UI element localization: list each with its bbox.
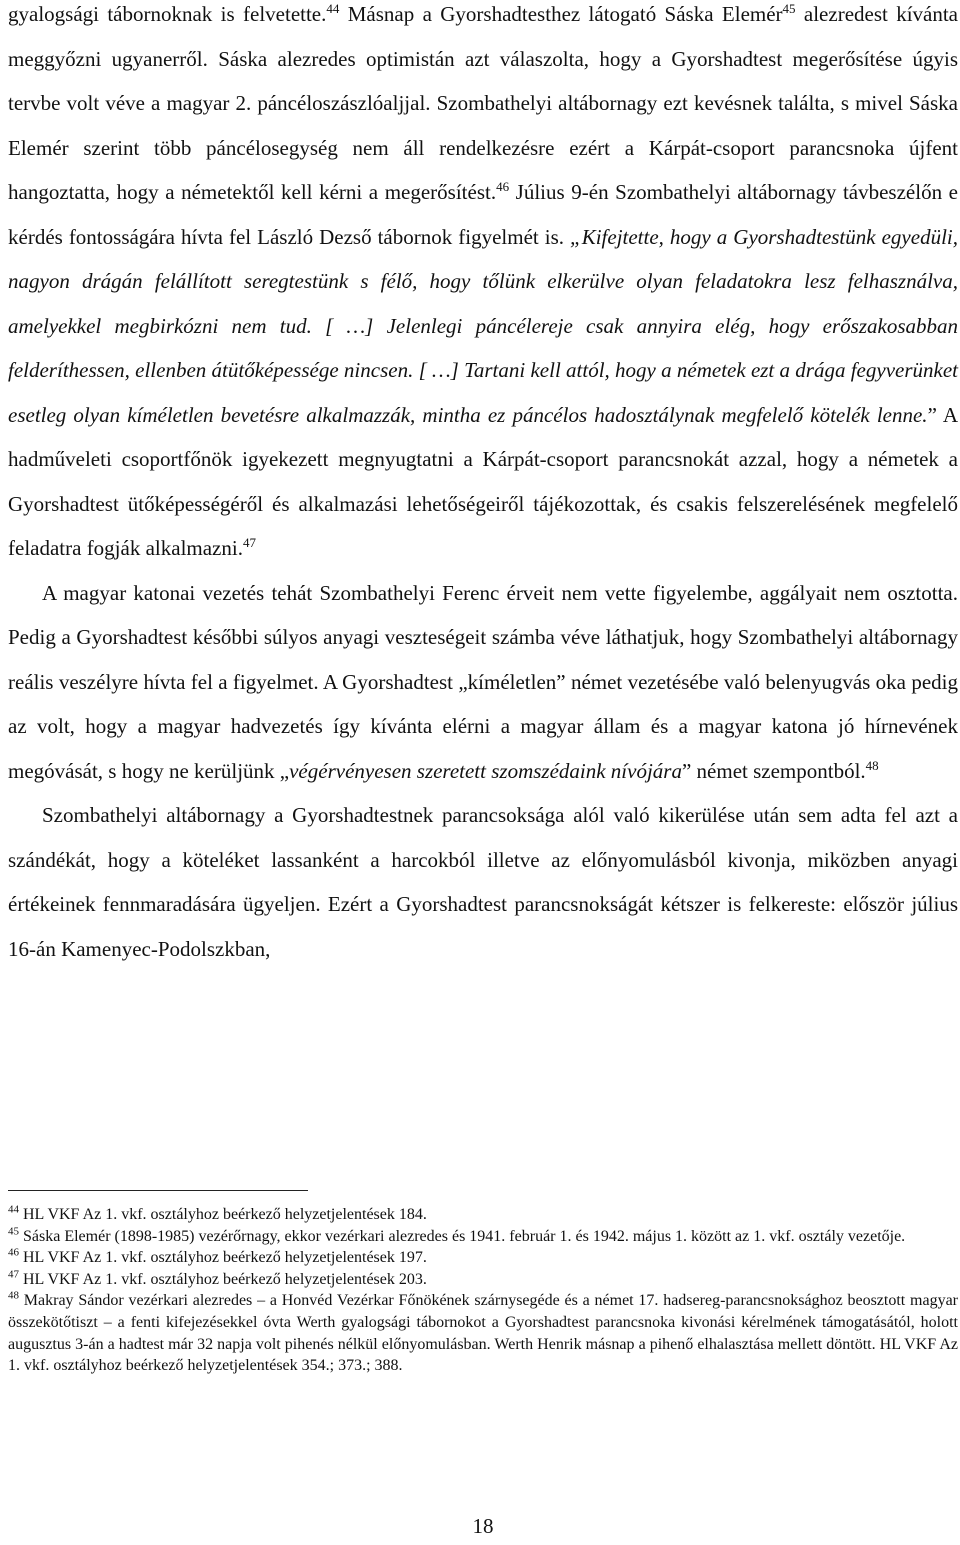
footnote-47: $^{47}$ HL VKF Az 1. vkf. osztályhoz beérkező helyzetjelentések 203. <box>8 1268 427 1288</box>
footnote-ref-48[interactable]: 48 <box>865 757 879 773</box>
footnotes <box>8 1204 958 1377</box>
italic-phrase: végérvényesen szeretett szomszédaink nívójára <box>289 758 682 783</box>
document-page <box>8 0 959 1538</box>
quotation: „Kifejtette, hogy a Gyorshadtestünk egyedüli, nagyon drágán felállított seregtestünk s félő, hogy tőlünk elkerülve olyan feladatokra lesz felhasználva, amelyekkel megbirkózni nem tud. [ …] Jelenlegi páncélereje csak annyira elég, hogy erőszakosabban felderíthessen, ellenben átütőképessége nincsen. [ …] Tartani kell attól, hogy a németek ezt a drága fegyverünket esetleg olyan kíméletlen bevetésre alkalmazzák, mintha ez páncélos hadosztálynak megfelelő kötelék lenne. <box>8 224 958 427</box>
paragraph-1: gyalogsági tábornoknak is felvetette.$^{44}$ Másnap a Gyorshadtesthez látogató Sáska Elemér$^{45}$ alezredest kívánta meggyőzni ugyanerről. Sáska alezredes optimistán azt válaszolta, hogy a Gyorshadtest megerősítése úgyis tervbe volt véve a magyar 2. páncéloszászlóaljjal. Szombathelyi altábornagy ezt kevésnek találta, s mivel Sáska Elemér szerint több páncélosegység nem áll rendelkezésre ezért a Kárpát-csoport parancsnoka újfent hangoztatta, hogy a németektől kell kérni a megerősítést.$^{46}$ Július 9-én Szombathelyi altábornagy távbeszélőn e kérdés fontosságára hívta fel László Dezső tábornok figyelmét is. „Kifejtette, hogy a Gyorshadtestünk egyedüli, nagyon drágán felállított seregtestünk s félő, hogy tőlünk elkerülve olyan feladatokra lesz felhasználva, amelyekkel megbirkózni nem tud. [ …] Jelenlegi páncélereje csak annyira elég, hogy erőszakosabban felderíthessen, ellenben átütőképessége nincsen. [ …] Tartani kell attól, hogy a németek ezt a drága fegyverünket esetleg olyan kíméletlen bevetésre alkalmazzák, mintha ez páncélos hadosztálynak megfelelő kötelék lenne.” A hadműveleti csoportfőnök igyekezett megnyugtatni a Kárpát-csoport parancsnokát azzal, hogy a németek a Gyorshadtest ütőképességéről és alkalmazási lehetőségeiről tájékozottak, és csakis felszerelésének megfelelő feladatra fogják alkalmazni.$^{47}$ <box>8 1 959 560</box>
footnote-ref-46[interactable]: 46 <box>496 179 510 194</box>
paragraph-3: Szombathelyi altábornagy a Gyorshadtestnek parancsoksága alól való kikerülése után sem adta fel azt a szándékát, hogy a köteléket lassanként a harcokból illetve az előnyomulásból kivonja, miközben anyagi értékeinek fennmaradására ügyeljen. Ezért a Gyorshadtest parancsnokságát kétszer is felkereste: először július 16-án Kamenyec-Podolszkban, <box>8 803 958 961</box>
paragraph-2: A magyar katonai vezetés tehát Szombathelyi Ferenc érveit nem vette figyelembe, aggályait nem osztotta. Pedig a Gyorshadtest későbbi súlyos anyagi veszteségeit számba véve láthatjuk, hogy Szombathelyi altábornagy reális veszélyre hívta fel a figyelmet. A Gyorshadtest „kíméletlen” német vezetésébe való belenyugvás oka pedig az volt, hogy a magyar hadvezetés így kívánta elérni a magyar állam és a magyar katona jó hírnevének megóvását, s hogy ne kerüljünk „végérvényesen szeretett szomszédaink nívójára” német szempontból.$^{48}$ <box>8 580 958 783</box>
footnote-48: $^{48}$ Makray Sándor vezérkari alezredes – a Honvéd Vezérkar Főnökének szárnysegéde és a német 17. hadsereg-parancsnoksághoz beosztott magyar összekötőtiszt – a fenti kifejezésekkel óvta Werth gyalogsági tábornokot a Gyorshadtest parancsnoka kivonási kérelmének támogatásától, holott augusztus 3-án a hadtest már 32 napja volt pihenés nélkül előnyomulásban. Werth Henrik másnap a pihenő elhalasztása mellett döntött. HL VKF Az 1. vkf. osztályhoz beérkező helyzetjelentések 354.; 373.; 388. <box>8 1290 959 1375</box>
footnote-ref-45[interactable]: 45 <box>782 1 796 16</box>
footnote-ref-44[interactable]: 44 <box>326 1 340 16</box>
footnote-separator <box>8 1190 308 1191</box>
footnote-46: $^{46}$ HL VKF Az 1. vkf. osztályhoz beérkező helyzetjelentések 197. <box>8 1246 427 1267</box>
page-number: 18 <box>472 1514 494 1538</box>
footnote-44: $^{44}$ HL VKF Az 1. vkf. osztályhoz beérkező helyzetjelentések 184. <box>8 1203 427 1223</box>
body-text <box>8 0 958 971</box>
footnote-ref-47[interactable]: 47 <box>242 535 256 550</box>
footnote-45: $^{45}$ Sáska Elemér (1898-1985) vezérőrnagy, ekkor vezérkari alezredes és 1941. február 1. és 1942. május 1. között az 1. vkf. osztály vezetője. <box>8 1225 906 1245</box>
